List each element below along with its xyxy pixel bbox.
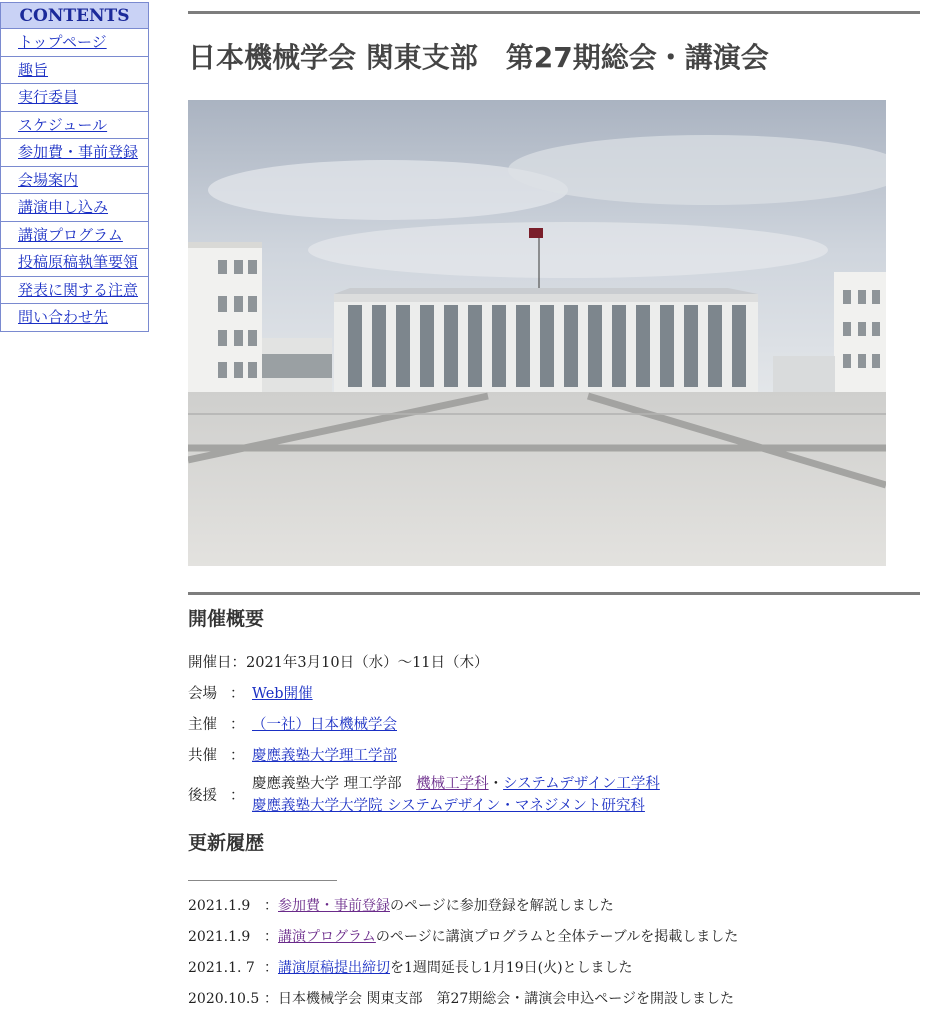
sidebar-nav — [0, 2, 149, 332]
history-entry — [188, 984, 920, 1015]
history-entry — [188, 922, 920, 953]
venue-link[interactable]: Web開催 — [252, 685, 313, 702]
nav-item-top[interactable]: トップページ — [1, 29, 148, 57]
history-divider — [188, 880, 337, 881]
nav-item-contact[interactable]: 問い合わせ先 — [1, 304, 148, 332]
page-title: 日本機械学会 関東支部 第27期総会・講演会 — [188, 41, 769, 74]
nav-item-program[interactable]: 講演プログラム — [1, 222, 148, 250]
history-link-program[interactable]: 講演プログラム — [278, 928, 376, 945]
section-divider — [188, 592, 920, 595]
nav-item-presentation-notes[interactable]: 発表に関する注意 — [1, 277, 148, 305]
history-date: 2021.1.9 — [188, 897, 251, 914]
sdm-graduate-school-link[interactable]: 慶應義塾大学大学院 システムデザイン・マネジメント研究科 — [252, 797, 645, 814]
history-text: のページに講演プログラムと全体テーブルを掲載しました — [375, 928, 739, 945]
history-date: 2021.1. 7 — [188, 959, 255, 976]
support-line1-prefix: 慶應義塾大学 理工学部 — [252, 775, 417, 792]
host-row — [188, 710, 920, 741]
history-sep: ： — [264, 990, 278, 1007]
history-text: のページに参加登録を解説しました — [390, 897, 614, 914]
system-design-engineering-link[interactable]: システムデザイン工学科 — [503, 775, 660, 792]
mechanical-engineering-link[interactable]: 機械工学科 — [416, 775, 489, 792]
date-label: 開催日： — [188, 654, 246, 671]
support-label: 後援 — [188, 788, 217, 805]
nav-item-purpose[interactable]: 趣旨 — [1, 57, 148, 85]
cohost-sep: ： — [230, 747, 245, 764]
overview-title: 開催概要 — [188, 608, 265, 630]
history-sep: ： — [264, 897, 278, 914]
venue-row — [188, 679, 920, 710]
nav-header: CONTENTS — [1, 3, 148, 29]
support-line1-dot: ・ — [488, 775, 504, 792]
history-date: 2021.1.9 — [188, 928, 251, 945]
history-sep: ： — [264, 928, 278, 945]
support-row — [188, 772, 920, 818]
host-link[interactable]: （一社）日本機械学会 — [252, 716, 397, 733]
history-link-registration[interactable]: 参加費・事前登録 — [278, 897, 390, 914]
cohost-row — [188, 741, 920, 772]
history-sep: ： — [264, 959, 278, 976]
support-lines — [252, 773, 660, 817]
venue-label: 会場 — [188, 685, 217, 702]
history-entry — [188, 953, 920, 984]
history-title: 更新履歴 — [188, 831, 265, 854]
host-sep: ： — [230, 716, 245, 733]
cohost-label: 共催 — [188, 747, 217, 764]
history-link-deadline[interactable]: 講演原稿提出締切 — [278, 959, 390, 976]
history-text: 日本機械学会 関東支部 第27期総会・講演会申込ページを開設しました — [278, 990, 734, 1007]
host-label: 主催 — [188, 716, 217, 733]
nav-item-talk-application[interactable]: 講演申し込み — [1, 194, 148, 222]
nav-item-manuscript-guide[interactable]: 投稿原稿執筆要領 — [1, 249, 148, 277]
date-value: 2021年3月10日（水）〜11日（木） — [246, 654, 489, 671]
history-list — [188, 891, 920, 1015]
top-divider — [188, 11, 920, 14]
history-text: を1週間延長し1月19日(火)としました — [390, 959, 633, 976]
support-line-1 — [252, 773, 660, 795]
history-entry — [188, 891, 920, 922]
nav-item-committee[interactable]: 実行委員 — [1, 84, 148, 112]
history-date: 2020.10.5 — [188, 990, 260, 1007]
nav-item-registration[interactable]: 参加費・事前登録 — [1, 139, 148, 167]
venue-sep: ： — [230, 685, 245, 702]
support-line-2 — [252, 795, 660, 817]
campus-photo — [188, 100, 886, 566]
support-sep: ： — [230, 788, 245, 805]
nav-item-venue[interactable]: 会場案内 — [1, 167, 148, 195]
main-content — [188, 0, 920, 1015]
nav-item-schedule[interactable]: スケジュール — [1, 112, 148, 140]
date-row — [188, 648, 920, 679]
cohost-link[interactable]: 慶應義塾大学理工学部 — [252, 747, 397, 764]
